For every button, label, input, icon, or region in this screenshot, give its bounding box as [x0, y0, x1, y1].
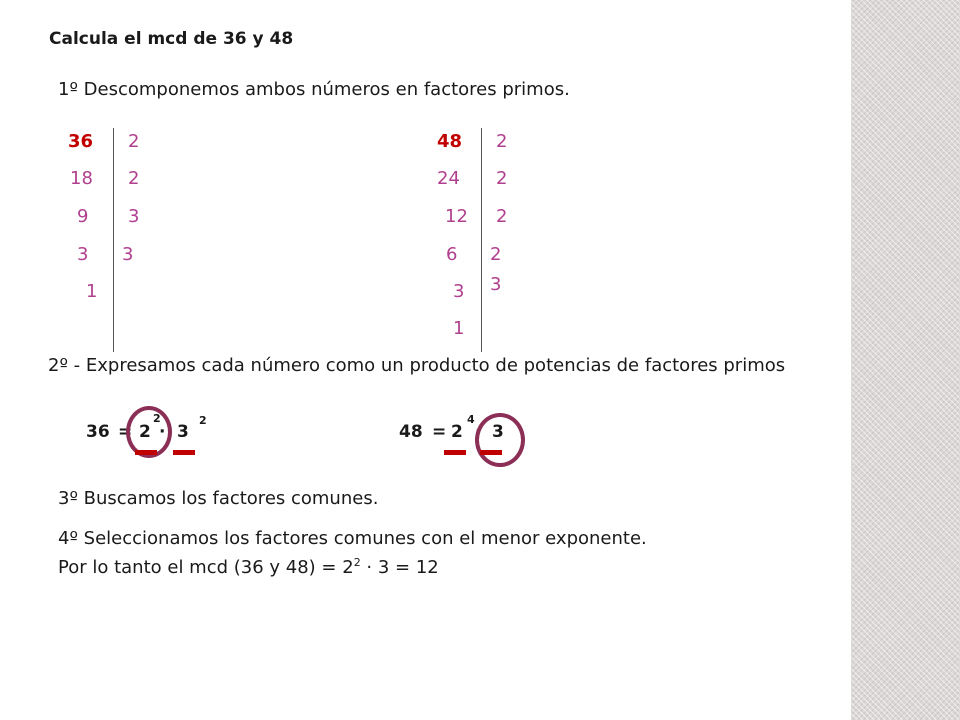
divisor-48-1: 2	[496, 131, 508, 152]
divisor-48-4: 2	[490, 244, 502, 265]
step-4-text: 4º Seleccionamos los factores comunes con el menor exponente.	[58, 528, 647, 549]
step-1-text: 1º Descomponemos ambos números en factores primos.	[58, 79, 570, 100]
conclusion-text	[58, 556, 439, 578]
dividend-3: 3	[77, 244, 89, 265]
expr-36-dot: ·	[159, 422, 166, 442]
decorative-side-panel	[851, 0, 960, 720]
expr-48-equals: =	[432, 422, 447, 442]
expr-48-base-3: 3	[492, 422, 504, 442]
dividend-1: 1	[86, 281, 98, 302]
expr-48-base-2: 2	[451, 422, 463, 442]
expr-48-number: 48	[399, 422, 423, 442]
expr-36-number: 36	[86, 422, 110, 442]
step-3-text: 3º Buscamos los factores comunes.	[58, 488, 379, 509]
dividend-6: 6	[446, 244, 458, 265]
common-factor-ring-48	[475, 413, 525, 467]
dividend-1: 1	[453, 318, 465, 339]
conclusion-exponent: 2	[353, 556, 361, 569]
expr-36-equals: =	[118, 422, 133, 442]
dividend-36: 36	[68, 131, 94, 152]
dividend-3: 3	[453, 281, 465, 302]
divisor-36-3: 3	[128, 206, 140, 227]
conclusion-prefix: Por lo tanto el mcd (36 y 48) = 2	[58, 557, 354, 578]
divisor-48-2: 2	[496, 168, 508, 189]
divisor-36-2: 2	[128, 168, 140, 189]
step-2-text: 2º - Expresamos cada número como un producto de potencias de factores primos	[48, 355, 786, 376]
conclusion-suffix: · 3 = 12	[360, 557, 439, 578]
dividend-9: 9	[77, 206, 89, 227]
dividend-48: 48	[437, 131, 463, 152]
dividend-12: 12	[445, 206, 468, 227]
expr-36-base-3: 3	[177, 422, 189, 442]
expr-48-dot: ·	[475, 422, 482, 442]
dividend-24: 24	[437, 168, 460, 189]
expr-36-exponent-3: 2	[199, 414, 207, 427]
divisor-48-3: 2	[496, 206, 508, 227]
divisor-36-4: 3	[122, 244, 134, 265]
division-line-36	[113, 128, 114, 352]
divisor-48-5: 3	[490, 274, 502, 295]
divisor-36-1: 2	[128, 131, 140, 152]
underline-3-expr-48	[480, 450, 502, 455]
expr-48-exponent-2: 4	[467, 413, 475, 426]
underline-2-expr-36	[135, 450, 157, 455]
page-title: Calcula el mcd de 36 y 48	[49, 29, 294, 49]
division-line-48	[481, 128, 482, 352]
dividend-18: 18	[70, 168, 93, 189]
underline-3-expr-36	[173, 450, 195, 455]
underline-2-expr-48	[444, 450, 466, 455]
expr-36-exponent-2: 2	[153, 412, 161, 425]
expr-36-base-2: 2	[139, 422, 151, 442]
